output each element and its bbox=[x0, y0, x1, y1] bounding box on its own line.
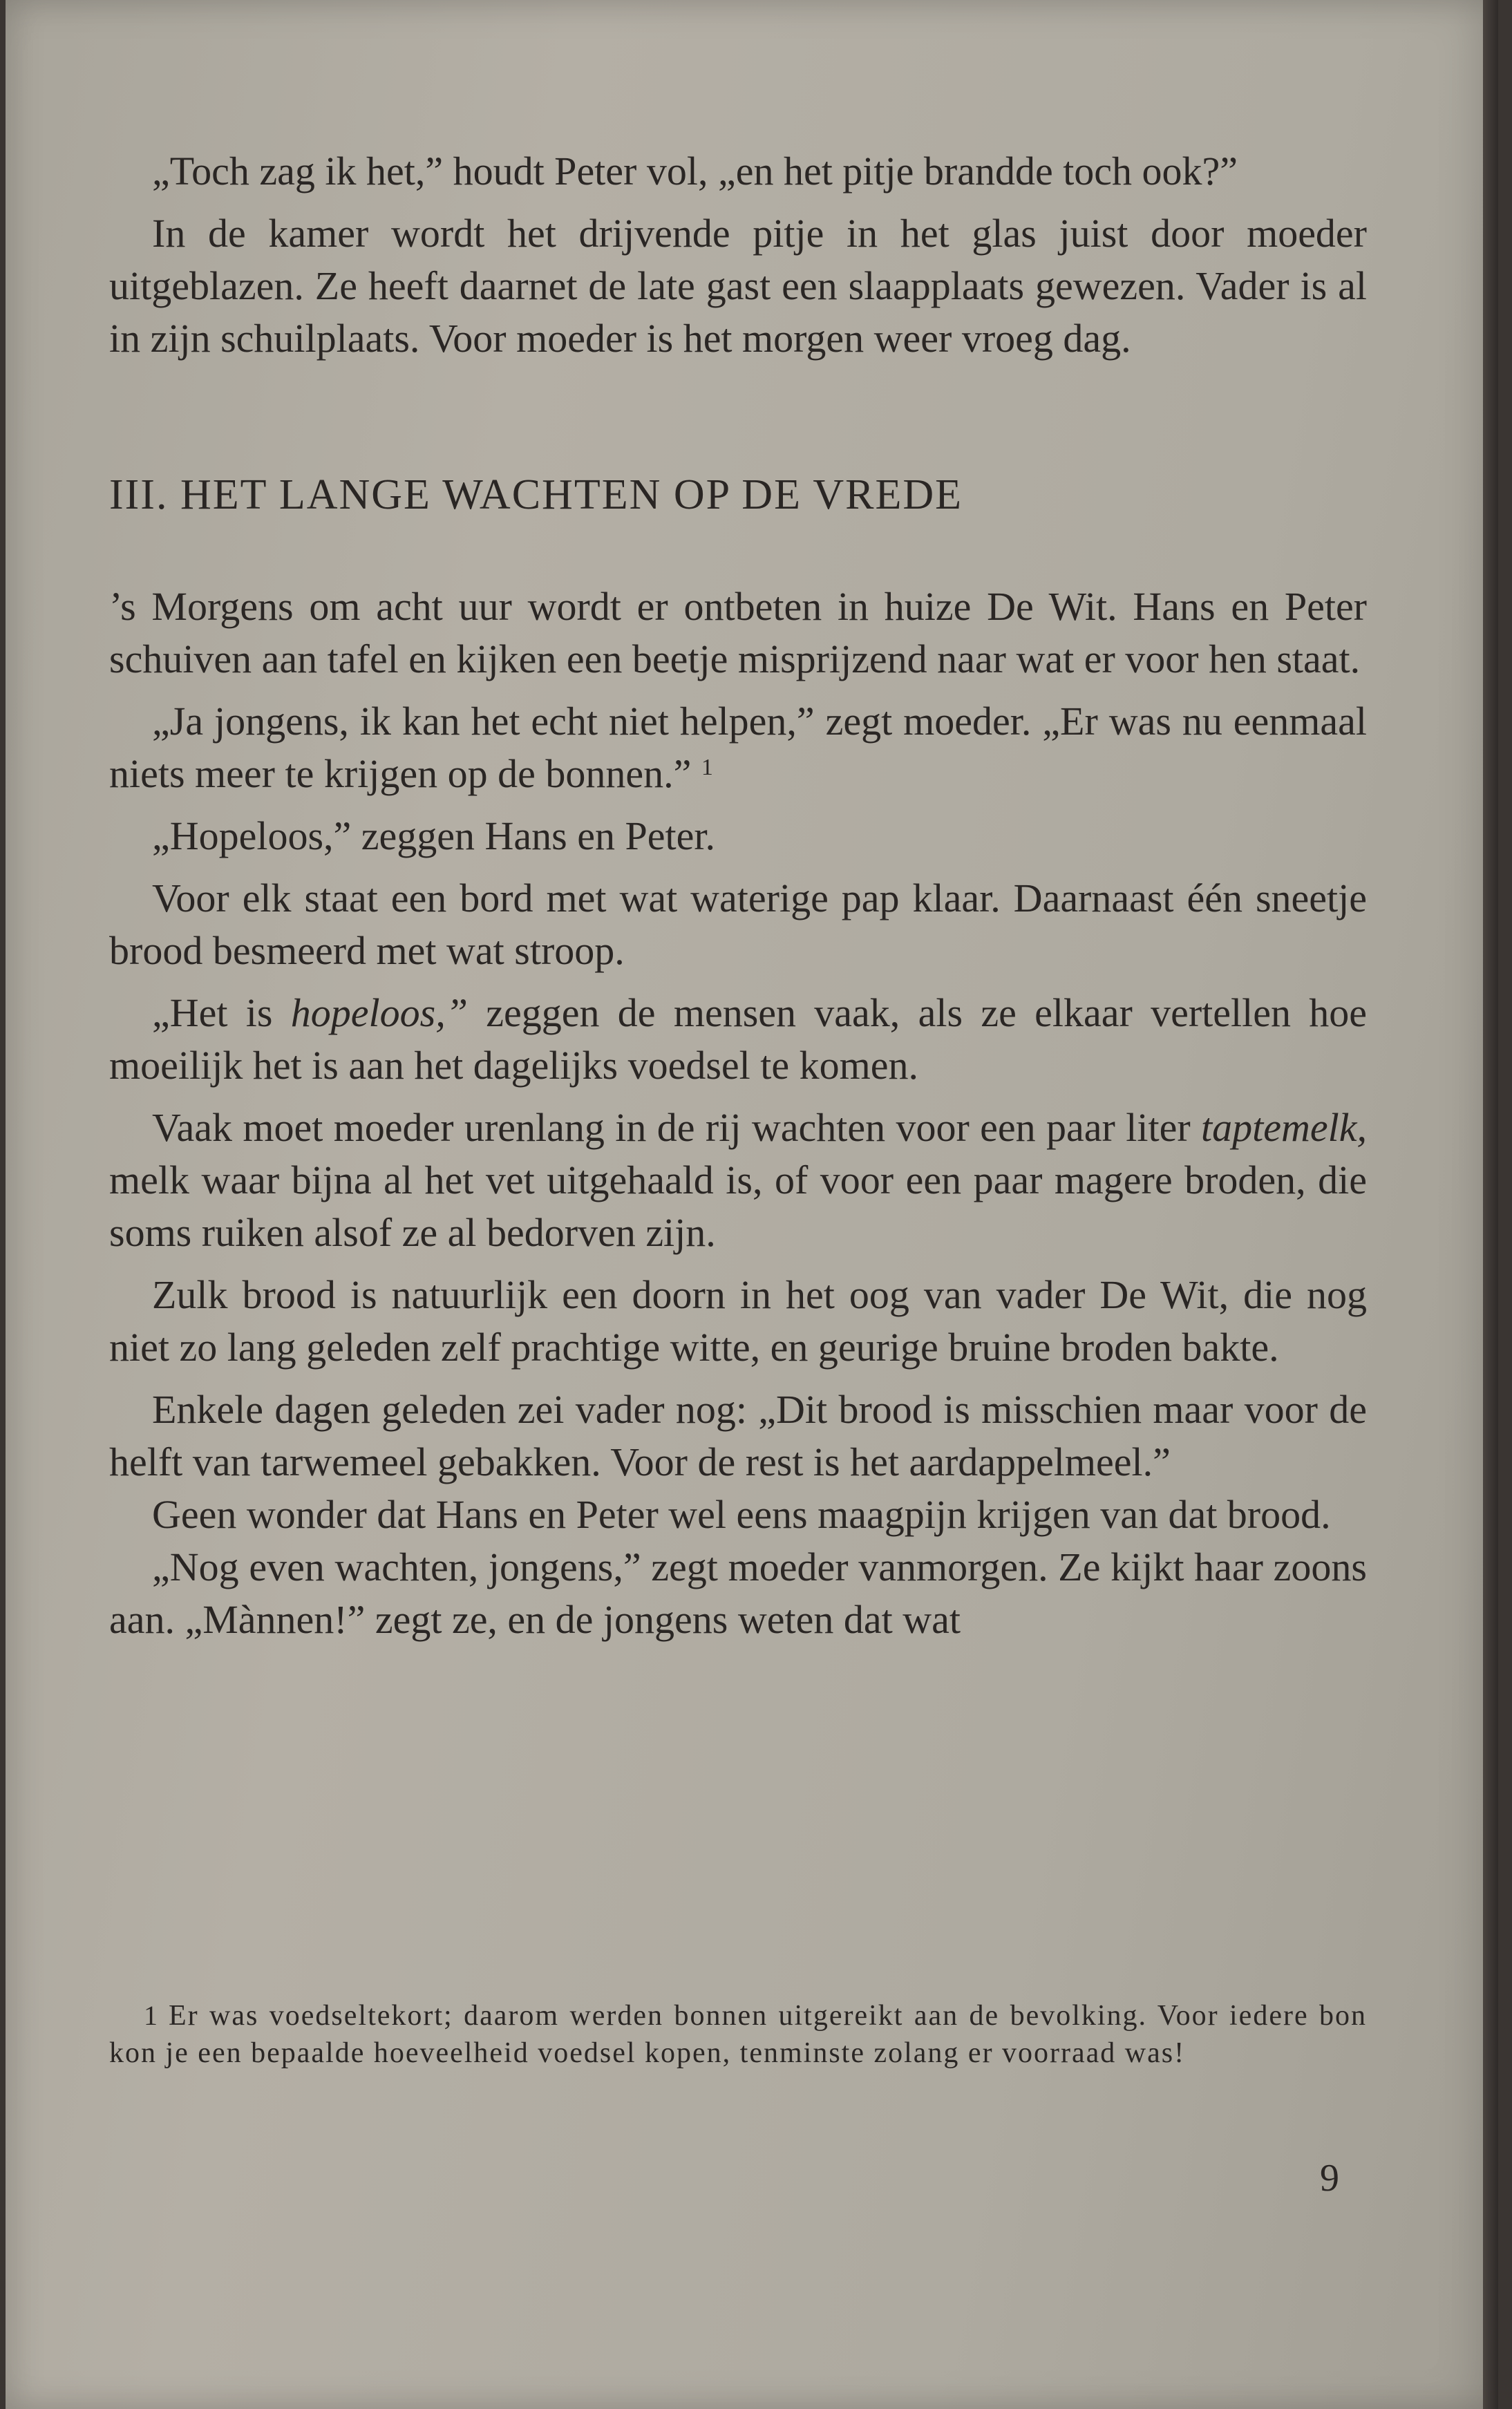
paragraph-text: zeggen de mensen vaak, als ze elkaar vertellen hoe moeilijk het is aan het dagelijks voedsel te komen. bbox=[109, 990, 1368, 1088]
paragraph: „Hopeloos,” zeggen Hans en Peter. bbox=[152, 813, 715, 858]
paragraph: Voor elk staat een bord met wat waterige pap klaar. Daarnaast één sneetje brood besmeerd met wat stroop. bbox=[109, 876, 1367, 973]
paragraph: „Nog even wachten, jongens,” zegt moeder vanmorgen. Ze kijkt haar zoons aan. „Mànnen!” zegt ze, en de jongens weten dat wat bbox=[109, 1544, 1367, 1642]
footnote bbox=[109, 1997, 1367, 2072]
paragraph: ’s Morgens om acht uur wordt er ontbeten in huize De Wit. Hans en Peter schuiven aan tafel en kijken een beetje misprijzend naar wat er voor hen staat. bbox=[109, 584, 1367, 681]
paragraph: „Toch zag ik het,” houdt Peter vol, „en het pitje brandde toch ook?” bbox=[152, 149, 1238, 193]
paragraph bbox=[109, 695, 1367, 800]
paragraph: Zulk brood is natuurlijk een doorn in het oog van vader De Wit, die nog niet zo lang geleden zelf prachtige witte, en geurige bruine broden bakte. bbox=[109, 1272, 1367, 1370]
book-page bbox=[6, 0, 1498, 2409]
paragraph-text: „Ja jongens, ik kan het echt niet helpen,” zegt moeder. „Er was nu eenmaal niets meer te krijgen op de bonnen.” bbox=[109, 699, 1367, 796]
paragraph-text: Vaak moet moeder urenlang in de rij wachten voor een paar liter bbox=[152, 1105, 1202, 1150]
paragraph-text: melk waar bijna al het vet uitgehaald is, of voor een paar magere broden, die soms ruiken alsof ze al bedorven zijn. bbox=[109, 1158, 1367, 1255]
footnote-text: Er was voedseltekort; daarom werden bonnen uitgereikt aan de bevolking. Voor iedere bon kon je een bepaalde hoeveelheid voedsel kopen, tenminste zolang er voorraad was! bbox=[109, 2000, 1367, 2069]
paragraph-text: „Het is bbox=[152, 990, 291, 1035]
paragraph bbox=[109, 987, 1367, 1092]
footnote-number: 1 bbox=[144, 2000, 159, 2031]
page-number: 9 bbox=[1320, 2157, 1339, 2200]
paragraph: Geen wonder dat Hans en Peter wel eens maagpijn krijgen van dat brood. bbox=[152, 1492, 1331, 1537]
paragraph bbox=[109, 1102, 1367, 1259]
italic-text: taptemelk, bbox=[1201, 1105, 1367, 1150]
page-edge bbox=[1483, 0, 1498, 2409]
paragraph: In de kamer wordt het drijvende pitje in het glas juist door moeder uitgeblazen. Ze heeft daarnet de late gast een slaapplaats gewezen. Vader is al in zijn schuilplaats. Voor moeder is het morgen weer vroeg dag. bbox=[109, 211, 1367, 361]
chapter-title: III. HET LANGE WACHTEN OP DE VREDE bbox=[109, 471, 963, 518]
footnote-reference: 1 bbox=[701, 755, 713, 780]
body-text bbox=[109, 145, 1367, 1646]
paragraph: Enkele dagen geleden zei vader nog: „Dit brood is misschien maar voor de helft van tarwemeel gebakken. Voor de rest is het aardappelmeel.” bbox=[109, 1387, 1367, 1484]
italic-text: hopeloos,” bbox=[290, 990, 468, 1035]
